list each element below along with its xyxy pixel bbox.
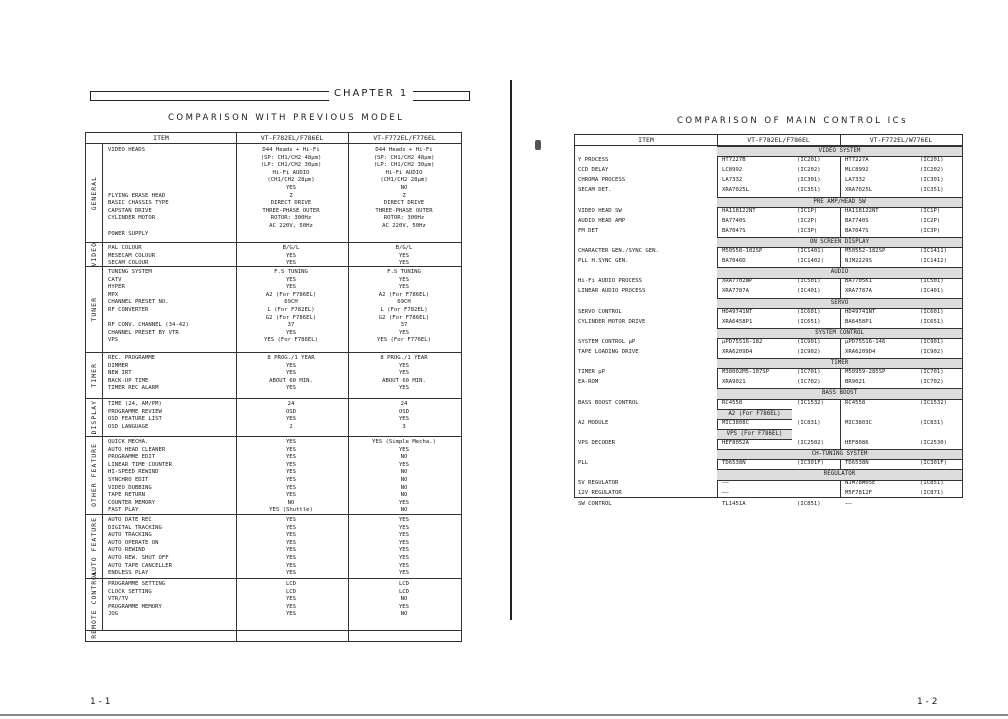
model-2-ref: (IC702) [920,379,944,386]
category-label [86,266,103,352]
model-1-part: M38002M5-107SP [722,369,770,376]
model-2-values: D44 Heads + Hi-Fi (SP: CH1/CH2 48µm) (LP: CH1/CH2 30µm) Hi-Fi AUDIO (CH1/CH2 28µm) NO Z DIRECT DRIVE THREE-PHASE OUTER ROTOR: 300Hz AC 220V, 50Hz [373,147,435,229]
model-1-values: 8 PROG./1 YEAR YES YES ABOUT 60 MIN. YES [267,355,315,392]
model-1-part: HT7227B [722,157,746,164]
table-row [575,318,962,327]
model-2-part: M5F7812F [845,490,872,497]
model-1-part: XRA6209D4 [722,349,753,355]
model-2-part: LA7332 [845,177,866,184]
model-2-part: NJM2229S [845,258,872,265]
row-item: EA-ROM [578,379,599,386]
category-text: DISPLAY [90,399,98,435]
model-2-ref: (IC601) [920,308,944,315]
model-1-values: YES YES YES YES YES YES YES YES NO YES (Shuttle) [269,439,313,514]
table-row [575,500,962,509]
header-item: ITEM [86,133,236,144]
table-row [575,287,962,296]
feature-group [86,266,461,353]
feature-items: TIME (24, AM/PM) PROGRAMME REVIEW OSD FEATURE LIST OSD LANGUAGE [108,401,162,430]
model-1-ref: (IC2P) [797,217,818,224]
section-band: CH-TUNING SYSTEM [717,449,962,460]
model-2-ref: (IC901) [920,338,944,345]
row-item: SERVO CONTROL [578,308,622,315]
row-item: TIMER µP [578,369,605,376]
row-item: SECAM DET. [578,187,612,194]
model-1-ref: (IC651) [797,318,821,325]
model-2-values: 8 PROG./1 YEAR YES YES ABOUT 60 MIN. YES [380,355,428,392]
row-item: SW CONTROL [578,500,612,507]
comparison-table [85,132,462,642]
row-item: FM DET [578,227,599,234]
chapter-banner [90,88,470,102]
model-1-ref: (IC902) [797,349,821,355]
row-item: AUDIO HEAD AMP [578,217,626,224]
model-1-part: BA7047S [722,227,746,234]
table-row [575,227,962,236]
model-2-part: BR9021 [845,379,866,386]
model-2-part: RC4558 [845,399,866,406]
feature-group [86,398,461,437]
model-1-ref: (IC1402) [797,258,824,265]
model-1-values: LCD LCD YES YES YES [285,581,297,618]
model-2-ref: (IC902) [920,349,944,355]
category-text: TUNER [90,296,98,322]
table-row [575,348,962,357]
model-2-part: M50552-182SP [845,248,886,254]
model-2-ref: (IC301) [920,177,944,184]
table-row [575,217,962,226]
model-1-part: BA7740S [722,217,746,224]
table-row [575,308,962,317]
table-row [575,479,962,488]
category-label [86,242,103,266]
model-1-ref: (IC301) [797,177,821,184]
model-2-ref: (IC701) [920,369,944,376]
model-2-values: 24 OSD YES 3 [398,401,410,430]
model-2-ref: (IC851) [920,480,944,487]
model-2-values: F.S TUNING YES YES A2 (For F786EL) 69CH L (For F782EL) G2 (For F786EL) 37 YES YES (For F776EL) [377,269,431,344]
row-item: CCD DELAY [578,167,609,174]
table-row [575,156,962,165]
category-label [86,352,103,398]
section-band: VIDEO SYSTEM [717,146,962,157]
row-item: CHARACTER GEN./SYNC GEN. [578,248,659,254]
model-1-values: D44 Heads + Hi-Fi (SP: CH1/CH2 48µm) (LP: CH1/CH2 30µm) Hi-Fi AUDIO (CH1/CH2 28µm) YES Z DIRECT DRIVE THREE-PHASE OUTER ROTOR: 300Hz AC 220V, 50Hz [260,147,322,229]
chapter-bar-right [413,91,470,101]
model-2-part: MLC8992 [845,167,869,174]
category-text: OTHER FEATURE [90,443,98,507]
model-1-part: XRA6458P1 [722,318,753,325]
model-1-part: XRA7702NP [722,278,753,285]
model-2-ref: (IC401) [920,288,944,295]
right-page-title: COMPARISON OF MAIN CONTROL ICs [677,116,908,126]
category-text: GENERAL [90,175,98,211]
table-row [575,489,962,498]
section-band: AUDIO [717,267,962,278]
category-text: TIMER [90,362,98,388]
model-1-part: HA118122NT [722,207,756,214]
model-1-part: HD49741NT [722,308,753,315]
right-page [512,0,1008,719]
model-1-part: TL1451A [722,500,746,507]
model-2-part: HA118122NT [845,207,879,214]
table-row [575,368,962,377]
model-1-part: BA7046D [722,258,746,265]
model-1-part: —— [722,480,729,487]
category-label [86,569,103,639]
model-2-part: HD49741NT [845,308,876,315]
model-2-part: M50959-285SP [845,369,886,376]
table-row [575,378,962,387]
model-1-values: F.S TUNING YES YES A2 (For F786EL) 69CH L (For F782EL) G2 (For F786EL) 37 YES YES (For F786EL) [264,269,318,344]
model-2-ref: (IC351) [920,187,944,194]
feature-group [86,569,461,639]
model-1-part: M50558-102SP [722,248,763,254]
model-2-part: —— [845,500,852,507]
model-2-part: TD6538N [845,460,869,467]
model-1-ref: (IC901) [797,338,821,345]
row-item: PLL [578,460,589,467]
model-2-ref: (IC831) [920,419,944,426]
model-1-part: TD6538N [722,460,746,467]
model-1-ref: (IC851) [797,500,821,507]
feature-group [86,144,461,243]
row-item: VIDEO HEAD SW [578,207,622,214]
row-item: CYLINDER MOTOR DRIVE [578,318,646,325]
row-item: PLL H.SYNC GEN. [578,258,629,265]
model-2-ref: (IC2P) [920,217,941,224]
table-row [575,186,962,195]
model-1-values: B/G/L YES YES [282,245,300,267]
category-label [86,144,103,242]
model-1-ref: (IC701) [797,369,821,376]
model-1-part: XRA9021 [722,379,746,386]
table-row [575,247,962,256]
model-1-ref: (IC351) [797,187,821,194]
header-model-1: VT-F782EL/F786EL [717,135,840,146]
category-text: REMOTE CONTROL [90,569,98,639]
model-1-ref: (IC1401) [797,248,824,254]
model-2-ref: (IC2530) [920,439,947,446]
table-row [575,459,962,468]
model-1-ref: (IC401) [797,288,821,295]
table-row [575,176,962,185]
feature-items: REC. PROGRAMME DIMMER NEW IRT BACK-UP TIME TIMER REC ALARM [108,355,159,392]
model-1-part: XRA7025L [722,187,749,194]
model-2-values: B/G/L YES YES [395,245,413,267]
section-band: ON SCREEN DISPLAY [717,237,962,248]
model-2-part: NJM78M05E [845,480,876,487]
feature-items: AUTO DATE REC DIGITAL TRACKING AUTO TRACKING AUTO OPERATE ON AUTO REWIND AUTO REW. SHUT OFF AUTO TAPE CANCELLER ENDLESS PLAY [108,517,172,577]
model-2-part: HEF8086 [845,439,869,446]
model-2-ref: (IC1412) [920,258,947,265]
model-1-part: MIC3808C [722,419,749,426]
page-number: 1 - 1 [90,697,111,707]
chapter-bar-left [90,91,329,101]
model-1-part: XRA7787A [722,288,749,295]
feature-group [86,242,461,267]
header-model-2: VT-F772EL/F776EL [348,133,461,144]
model-2-ref: (IC651) [920,318,944,325]
section-band: TIMER [717,358,962,369]
header-model-2: VT-F772EL/W776EL [840,135,962,146]
ic-table [574,134,963,507]
table-row [575,419,962,428]
model-2-ref: (IC3P) [920,227,941,234]
model-2-part: XRA7025L [845,187,872,194]
model-1-ref: (IC2502) [797,439,824,446]
row-item: Y PROCESS [578,157,609,164]
model-2-part: XRA7787A [845,288,872,295]
section-band: BASS BOOST [717,388,962,399]
category-text: AUTO FEATURE [90,516,98,576]
table-row [575,439,962,448]
model-1-ref: (IC3P) [797,227,818,234]
row-item: TAPE LOADING DRIVE [578,349,639,355]
feature-group [86,514,461,579]
model-2-ref: (IC1532) [920,399,947,406]
row-item: BASS BOOST CONTROL [578,399,639,406]
table-row [575,257,962,266]
model-2-ref: (IC871) [920,490,944,497]
model-2-ref: (IC301F) [920,460,947,467]
model-2-part: HT7227A [845,157,869,164]
row-item: Hi-Fi AUDIO PROCESS [578,278,642,285]
row-item: SYSTEM CONTROL µP [578,338,636,345]
section-band: SYSTEM CONTROL [717,328,962,339]
feature-items: PROGRAMME SETTING CLOCK SETTING VTR/TV PROGRAMME MEMORY JOG [108,581,166,618]
model-1-ref: (IC702) [797,379,821,386]
table-row [575,207,962,216]
model-2-part: µPD75516-146 [845,338,886,345]
scan-edge [0,714,1008,716]
table-row [575,399,962,408]
model-1-values: YES YES YES YES YES YES YES YES [285,517,297,577]
feature-group [86,352,461,399]
model-1-ref: (IC1532) [797,399,824,406]
header-item: ITEM [575,135,717,146]
table-row [575,166,962,175]
category-label [86,398,103,436]
page-number: 1 - 2 [917,697,938,707]
table-row [575,338,962,347]
row-item: 12V REGULATOR [578,490,622,497]
model-1-ref: (IC202) [797,167,821,174]
feature-items: VIDEO HEADS FLYING ERASE HEAD BASIC CHASSIS TYPE CAPSTAN DRIVE CYLINDER MOTOR POWER SUPPLY [108,147,169,237]
section-band: VPS (For F786EL) [717,429,792,440]
model-2-ref: (IC202) [920,167,944,174]
model-2-part: MIC3803C [845,419,872,426]
model-2-part: BA6458P1 [845,318,872,325]
section-band: SERVO [717,298,962,309]
model-1-part: HEF8052A [722,439,749,446]
row-item: 5V REGULATOR [578,480,619,487]
feature-items: QUICK MECHA. AUTO HEAD CLEANER PROGRAMME EDIT LINEAR TIME COUNTER HI-SPEED REWIND SYNCHRO EDIT VIDEO DUBBING TAPE RETURN COUNTER MEMORY FAST PLAY [108,439,172,514]
model-2-part: BA7740S [845,217,869,224]
model-1-part: RC4558 [722,399,743,406]
category-label [86,436,103,514]
header-model-1: VT-F782EL/F786EL [236,133,348,144]
model-1-ref: (IC831) [797,419,821,426]
section-band: A2 (For F786EL) [717,409,792,420]
model-1-ref: (IC601) [797,308,821,315]
model-2-ref: (IC1411) [920,248,947,254]
row-item: CHROMA PROCESS [578,177,626,184]
model-2-values: LCD LCD NO YES NO [398,581,410,618]
row-item: A2 MODULE [578,419,609,426]
category-label [86,514,103,578]
model-1-part: —— [722,490,729,497]
category-text: VIDEO [90,241,98,267]
model-1-values: 24 OSD YES 2 [285,401,297,430]
model-1-ref: (IC1P) [797,207,818,214]
feature-items: PAL COLOUR MESECAM COLOUR SECAM COLOUR [108,245,156,267]
model-1-part: LC8992 [722,167,743,174]
feature-group [86,436,461,515]
row-item: LINEAR AUDIO PROCESS [578,288,646,295]
model-1-ref: (IC301F) [797,460,824,467]
model-1-ref: (IC201) [797,157,821,164]
model-2-ref: (IC201) [920,157,944,164]
model-1-ref: (IC501) [797,278,821,285]
table-row [575,277,962,286]
model-2-ref: (IC1P) [920,207,941,214]
model-2-values: YES YES YES YES YES YES YES YES [398,517,410,577]
model-2-ref: (IC501) [920,278,944,285]
left-page-title: COMPARISON WITH PREVIOUS MODEL [168,113,405,123]
model-2-part: BA7047S [845,227,869,234]
model-1-part: µPD75516-182 [722,338,763,345]
model-2-part: XRA6209D4 [845,349,876,355]
section-band: REGULATOR [717,469,962,480]
model-2-part: BA7705K1 [845,278,872,285]
model-2-values: YES (Simple Mecha.) YES NO YES NO NO NO NO YES NO [372,439,436,514]
section-band: PRE AMP/HEAD SW [717,197,962,208]
row-item: VPS DECODER [578,439,616,446]
chapter-title: CHAPTER 1 [334,88,409,99]
feature-items: TUNING SYSTEM CATV HYPER MPX CHANNEL PRESET NO. RF CONVERTER RF CONV. CHANNEL (34-42) CHANNEL PRESET BY VTR VPS [108,269,189,344]
model-1-part: LA7332 [722,177,743,184]
